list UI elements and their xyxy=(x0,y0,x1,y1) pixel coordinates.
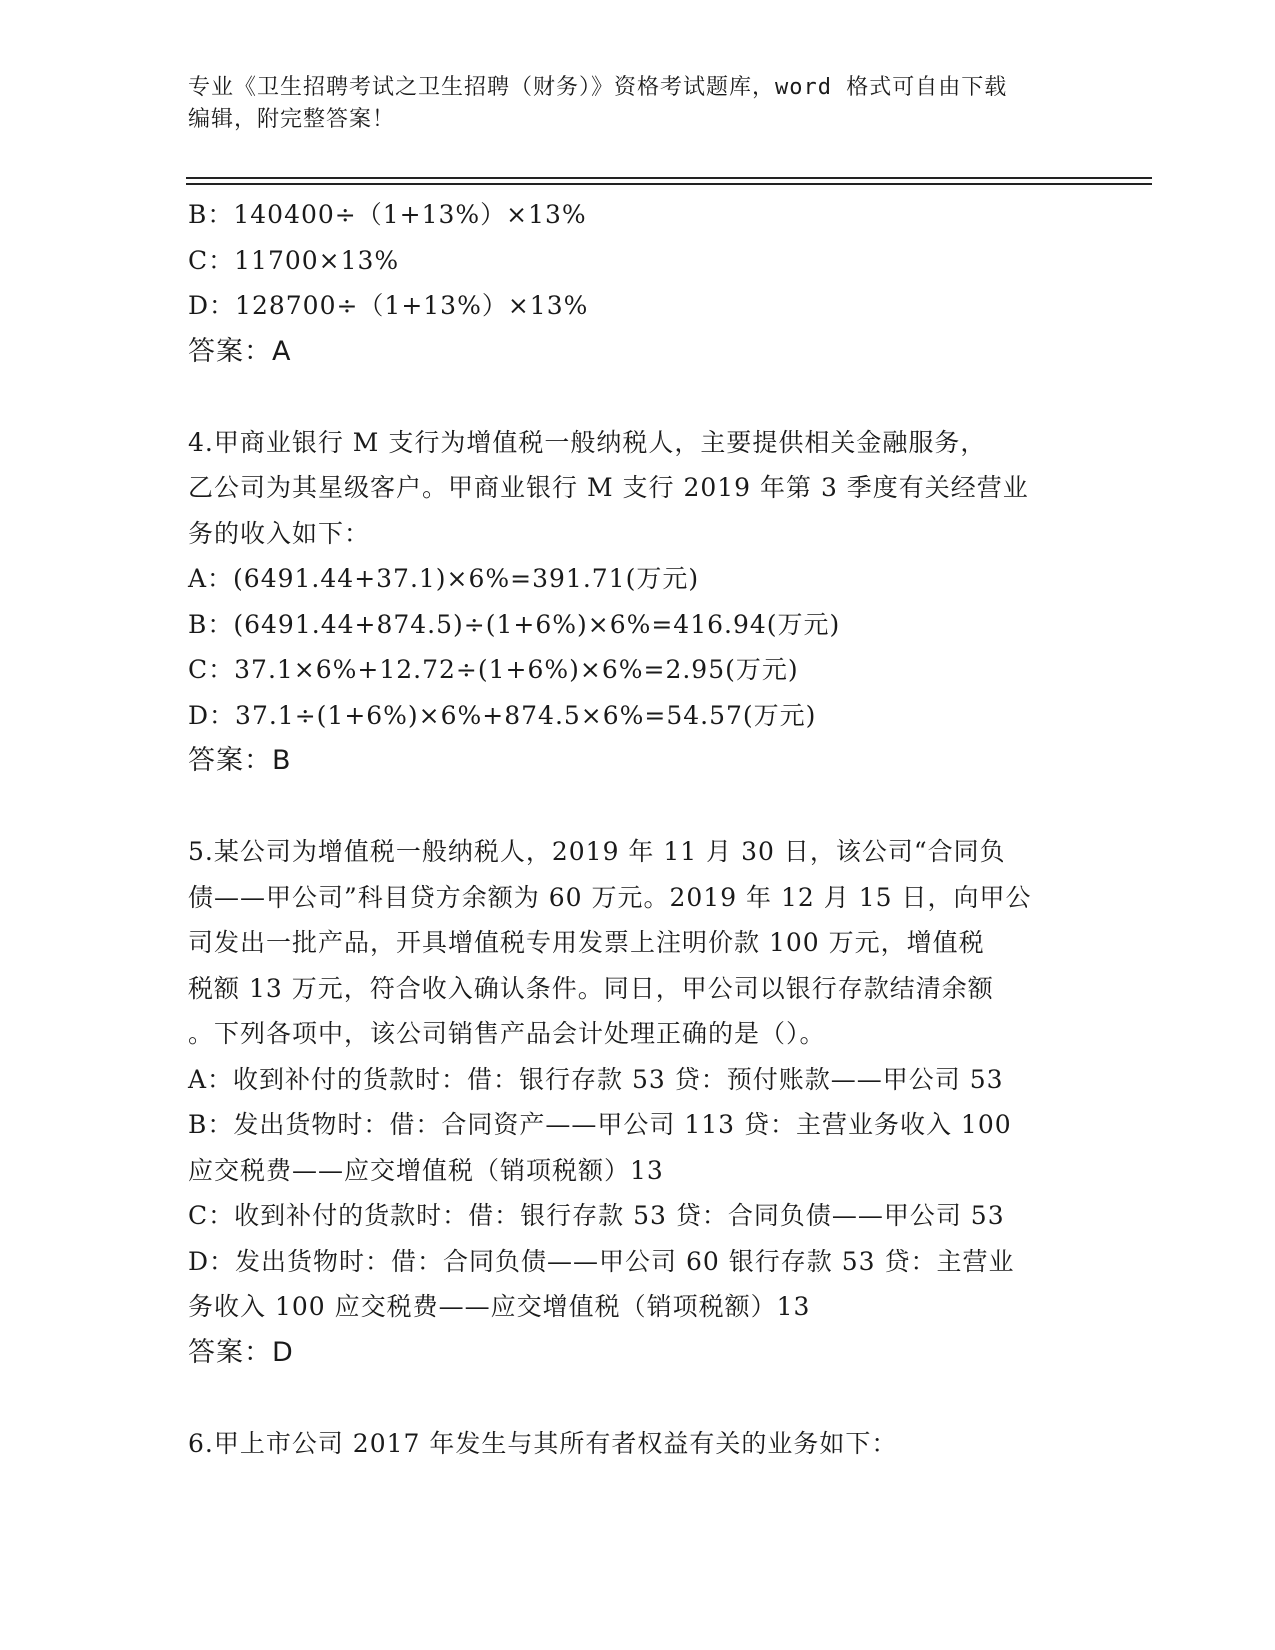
q6-stem-line-1: 6.甲上市公司 2017 年发生与其所有者权益有关的业务如下： xyxy=(188,1428,898,1458)
q4-stem-line-3: 务的收入如下： xyxy=(188,518,371,548)
spacer xyxy=(188,1375,1088,1421)
header-title-line-1: 专业《卫生招聘考试之卫生招聘（财务）》资格考试题库，word 格式可自由下载 xyxy=(188,75,1008,100)
q5-stem-line-1: 5.某公司为增值税一般纳税人，2019 年 11 月 30 日，该公司“合同负 xyxy=(188,837,1006,866)
q5-stem-line-5: 。下列各项中，该公司销售产品会计处理正确的是（）。 xyxy=(188,1019,826,1048)
q3-option-d: D：128700÷（1+13%）×13% xyxy=(188,291,589,320)
header-divider-bottom xyxy=(186,183,1152,185)
q4-option-a: A：(6491.44+37.1)×6%=391.71(万元) xyxy=(188,564,700,593)
q5-stem-line-4: 税额 13 万元，符合收入确认条件。同日，甲公司以银行存款结清余额 xyxy=(188,973,994,1003)
q5-option-b-line-1: B：发出货物时：借：合同资产——甲公司 113 贷：主营业务收入 100 xyxy=(188,1110,1012,1139)
document-header xyxy=(188,72,1088,136)
q5-answer: 答案：D xyxy=(188,1336,294,1368)
header-divider-top xyxy=(186,177,1152,179)
q5-option-d-line-2: 务收入 100 应交税费——应交增值税（销项税额）13 xyxy=(188,1292,811,1321)
q4-option-c: C：37.1×6%+12.72÷(1+6%)×6%=2.95(万元) xyxy=(188,655,799,684)
q4-option-d: D：37.1÷(1+6%)×6%+874.5×6%=54.57(万元) xyxy=(188,700,817,730)
q3-option-b: B：140400÷（1+13%）×13% xyxy=(188,200,587,229)
q5-option-b-line-2: 应交税费——应交增值税（销项税额）13 xyxy=(188,1155,664,1185)
header-title-line-2: 编辑，附完整答案！ xyxy=(188,107,396,132)
q5-option-c: C：收到补付的货款时：借：银行存款 53 贷：合同负债——甲公司 53 xyxy=(188,1201,1005,1230)
q3-answer: 答案：A xyxy=(188,335,292,367)
q5-stem-line-3: 司发出一批产品，开具增值税专用发票上注明价款 100 万元，增值税 xyxy=(188,928,985,957)
q4-stem-line-2: 乙公司为其星级客户。甲商业银行 M 支行 2019 年第 3 季度有关经营业 xyxy=(188,473,1029,502)
q5-option-d-line-1: D：发出货物时：借：合同负债——甲公司 60 银行存款 53 贷：主营业 xyxy=(188,1246,1015,1276)
spacer xyxy=(188,374,1088,420)
q5-option-a: A：收到补付的货款时：借：银行存款 53 贷：预付账款——甲公司 53 xyxy=(188,1064,1004,1094)
q4-stem-line-1: 4.甲商业银行 M 支行为增值税一般纳税人，主要提供相关金融服务， xyxy=(188,427,987,457)
q4-option-b: B：(6491.44+874.5)÷(1+6%)×6%=416.94(万元) xyxy=(188,609,841,639)
spacer xyxy=(188,784,1088,830)
question-content xyxy=(188,192,1088,1466)
q5-stem-line-2: 债——甲公司”科目贷方余额为 60 万元。2019 年 12 月 15 日，向甲公 xyxy=(188,882,1032,912)
q3-option-c: C：11700×13% xyxy=(188,245,400,275)
q4-answer: 答案：B xyxy=(188,745,292,776)
